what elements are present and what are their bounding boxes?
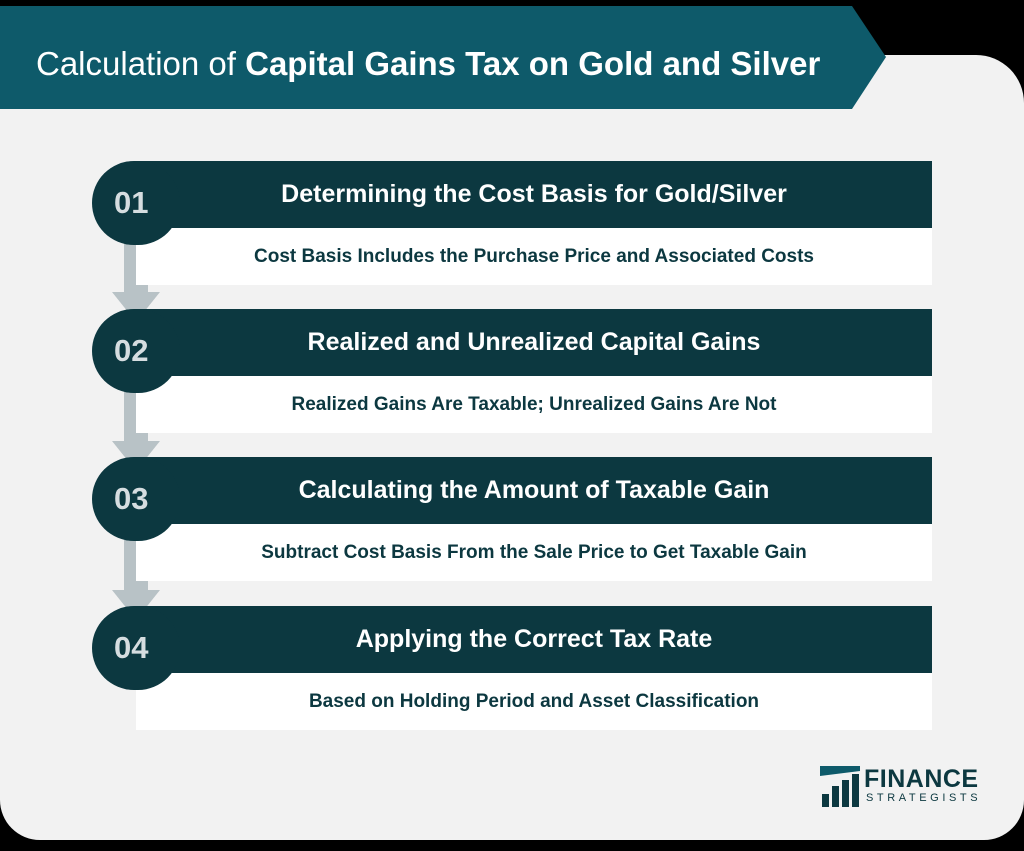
page-title — [36, 44, 820, 84]
step-description: Realized Gains Are Taxable; Unrealized Gains Are Not — [136, 376, 932, 433]
logo-wordmark: FINANCE — [864, 765, 979, 793]
logo-subtitle: STRATEGISTS — [866, 792, 982, 804]
step-heading: Applying the Correct Tax Rate — [136, 606, 932, 673]
step-description: Based on Holding Period and Asset Classification — [136, 673, 932, 730]
title-banner — [0, 6, 886, 109]
step-2 — [92, 309, 932, 433]
page-title-prefix: Calculation of — [36, 45, 246, 82]
step-1 — [92, 161, 932, 285]
step-heading: Realized and Unrealized Capital Gains — [136, 309, 932, 376]
finance-strategists-logo — [820, 764, 980, 810]
step-description: Subtract Cost Basis From the Sale Price to Get Taxable Gain — [136, 524, 932, 581]
step-heading: Calculating the Amount of Taxable Gain — [136, 457, 932, 524]
step-3 — [92, 457, 932, 581]
page-title-emphasis: Capital Gains Tax on Gold and Silver — [245, 45, 821, 82]
bar-chart-logo-icon — [820, 764, 862, 808]
step-number: 04 — [92, 606, 180, 690]
step-4 — [92, 606, 932, 730]
step-number: 03 — [92, 457, 180, 541]
step-heading: Determining the Cost Basis for Gold/Silver — [136, 161, 932, 228]
step-description: Cost Basis Includes the Purchase Price and Associated Costs — [136, 228, 932, 285]
step-number: 02 — [92, 309, 180, 393]
step-number: 01 — [92, 161, 180, 245]
